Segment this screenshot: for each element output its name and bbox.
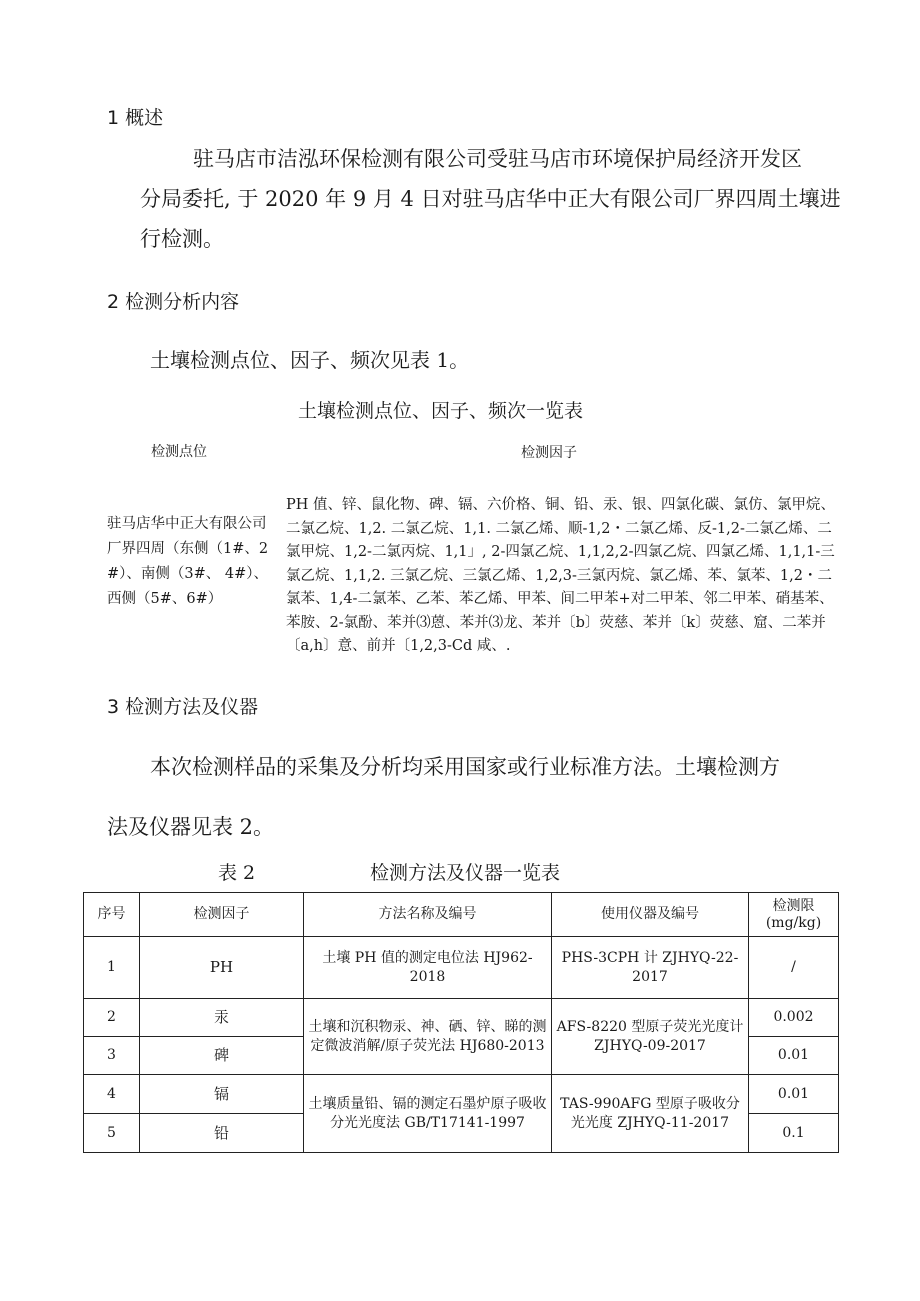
- row-5-limit: 0.1: [749, 1114, 839, 1153]
- header-no: 序号: [84, 893, 140, 937]
- instrument-group-a: AFS-8220 型原子荧光光度计 ZJHYQ-09-2017: [552, 999, 749, 1075]
- row-5-no: 5: [84, 1114, 140, 1153]
- section-1-heading: 1 概述: [107, 107, 164, 129]
- row-2-no: 2: [84, 999, 140, 1037]
- table-1-col-factor: 检测因子: [521, 445, 577, 461]
- row-1-factor: PH: [140, 937, 304, 999]
- table-row: [84, 1075, 839, 1114]
- row-5-factor: 铅: [140, 1114, 304, 1153]
- table-2: [83, 892, 839, 1153]
- row-4-limit: 0.01: [749, 1075, 839, 1114]
- header-instrument: 使用仪器及编号: [552, 893, 749, 937]
- row-3-no: 3: [84, 1037, 140, 1075]
- header-factor: 检测因子: [140, 893, 304, 937]
- section-1-line-3: 行检测。: [140, 227, 224, 251]
- row-1-no: 1: [84, 937, 140, 999]
- row-4-factor: 镉: [140, 1075, 304, 1114]
- row-3-limit: 0.01: [749, 1037, 839, 1075]
- section-3-heading: 3 检测方法及仪器: [107, 696, 259, 718]
- section-1-line-1: 驻马店市洁泓环保检测有限公司受驻马店市环境保护局经济开发区: [193, 147, 802, 171]
- method-group-b: 土壤质量铅、镉的测定石墨炉原子吸收分光光度法 GB/T17141-1997: [304, 1075, 552, 1153]
- row-1-method: 土壤 PH 值的测定电位法 HJ962-2018: [304, 937, 552, 999]
- section-2-intro: 土壤检测点位、因子、频次见表 1。: [150, 348, 470, 372]
- header-limit: 检测限 (mg/kg): [749, 893, 839, 937]
- section-1-line-2: 分局委托, 于 2020 年 9 月 4 日对驻马店华中正大有限公司厂界四周土壤进: [140, 187, 841, 211]
- table-2-title: 检测方法及仪器一览表: [370, 862, 561, 884]
- table-2-header-row: [84, 893, 839, 937]
- section-2-heading: 2 检测分析内容: [107, 291, 240, 313]
- table-2-number: 表 2: [218, 862, 256, 884]
- table-1-factor-cell: PH 值、锌、鼠化物、碑、镉、六价格、铜、铅、汞、银、四氯化碳、氯仿、氯甲烷、二氯乙烷、1,2. 二氯乙烷、1,1. 二氯乙烯、顺-1,2・二氯乙烯、反-1,2-二氯乙烯、二氯甲烷、1,2-二氯丙烷、1,1」, 2-四氯乙烷、1,1,2,2-四氯乙烷、四氯乙烯、1,1,1-三氯乙烷、1,1,2. 三氯乙烷、三氯乙烯、1,2,3-三氯丙烷、氯乙烯、苯、氯苯、1,2・二氯苯、1,4-二氯苯、乙苯、苯乙烯、甲苯、间二甲苯+对二甲苯、邻二甲苯、硝基苯、苯胺、2-氯酚、苯并⑶蒽、苯并⑶龙、苯并〔b〕荧慈、苯并〔k〕荧慈、窟、二苯并〔a,h〕意、前并〔1,2,3-Cd 咸、.: [286, 497, 836, 654]
- row-2-factor: 汞: [140, 999, 304, 1037]
- section-3-line-1: 本次检测样品的采集及分析均采用国家或行业标准方法。土壤检测方: [150, 755, 780, 779]
- header-method: 方法名称及编号: [304, 893, 552, 937]
- table-1-col-site: 检测点位: [151, 444, 207, 460]
- row-1-instrument: PHS-3CPH 计 ZJHYQ-22-2017: [552, 937, 749, 999]
- row-4-no: 4: [84, 1075, 140, 1114]
- row-2-limit: 0.002: [749, 999, 839, 1037]
- row-1-limit: /: [749, 937, 839, 999]
- method-group-a: 土壤和沉积物汞、神、硒、锌、睇的测定微波消解/原子荧光法 HJ680-2013: [304, 999, 552, 1075]
- table-1-title: 土壤检测点位、因子、频次一览表: [298, 400, 584, 422]
- row-3-factor: 碑: [140, 1037, 304, 1075]
- table-row: [84, 937, 839, 999]
- instrument-group-b: TAS-990AFG 型原子吸收分光光度 ZJHYQ-11-2017: [552, 1075, 749, 1153]
- table-row: [84, 999, 839, 1037]
- section-3-line-2: 法及仪器见表 2。: [107, 815, 275, 839]
- table-1-site-cell: 驻马店华中正大有限公司厂界四周（东侧（1#、2#）、南侧（3#、 4#）、西侧（5#、6#）: [107, 516, 269, 607]
